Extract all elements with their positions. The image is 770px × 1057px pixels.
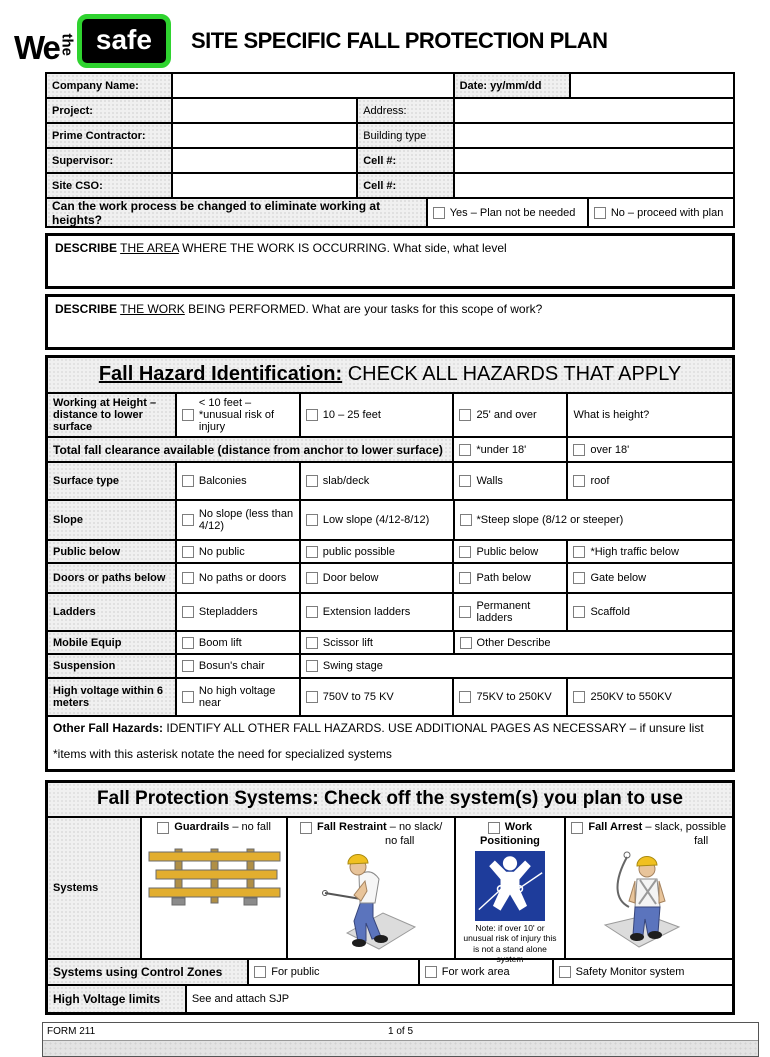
checkbox-icon[interactable]	[300, 822, 312, 834]
work-positioning-label2: Positioning	[480, 834, 540, 847]
work-positioning-label: Work	[504, 821, 533, 833]
checkbox-icon[interactable]	[254, 966, 266, 978]
table-row	[47, 149, 733, 174]
working-at-height-label: Working at Height – distance to lower surface	[48, 394, 177, 436]
option-label: For public	[271, 966, 320, 978]
option-label: roof	[590, 475, 610, 487]
option-label: Balconies	[198, 475, 247, 487]
date-label: Date: yy/mm/dd	[455, 74, 571, 97]
opt-roof[interactable]	[568, 463, 732, 499]
date-field[interactable]	[571, 74, 733, 97]
option-label: Permanent ladders	[476, 600, 531, 624]
option-label: No public	[198, 545, 245, 558]
checkbox-icon[interactable]	[306, 606, 318, 618]
opt-over-18[interactable]	[568, 438, 732, 461]
checkbox-icon[interactable]	[459, 572, 471, 584]
checkbox-icon[interactable]	[182, 660, 194, 672]
describe-area-box[interactable]	[45, 233, 735, 289]
systems-header: Fall Protection Systems: Check off the system(s) you plan to use	[48, 783, 732, 818]
logo-the-text: the	[58, 33, 76, 56]
opt-no-high-voltage[interactable]	[177, 679, 301, 715]
page-number: 1 of 5	[387, 1026, 414, 1037]
opt-no-public[interactable]	[177, 541, 301, 562]
ladders-label: Ladders	[48, 594, 177, 630]
fall-restraint-sublabel2: no fall	[385, 834, 415, 847]
checkbox-icon[interactable]	[306, 409, 318, 421]
checkbox-icon[interactable]	[182, 514, 194, 526]
opt-yes-plan-not-needed[interactable]	[428, 199, 589, 226]
fall-hazard-header	[48, 358, 732, 394]
option-label: 250KV to 550KV	[590, 691, 672, 703]
slope-row	[48, 501, 732, 541]
table-row	[47, 124, 733, 149]
supervisor-label: Supervisor:	[47, 149, 173, 172]
mobile-equip-row	[48, 632, 732, 655]
option-label: < 10 feet – *unusual risk of injury	[198, 397, 275, 433]
opt-walls[interactable]	[454, 463, 568, 499]
eliminate-heights-question: Can the work process be changed to eliminate working at heights?	[47, 199, 428, 226]
option-label: Other Describe	[476, 636, 551, 649]
doors-paths-row	[48, 564, 732, 594]
systems-row	[48, 818, 732, 965]
prime-contractor-label: Prime Contractor:	[47, 124, 173, 147]
slope-label: Slope	[48, 501, 177, 539]
fall-restraint-label: Fall Restraint	[317, 821, 387, 833]
address-label: Address:	[358, 99, 454, 122]
footer-row	[43, 1023, 758, 1040]
opt-steep-slope[interactable]	[455, 501, 732, 539]
checkbox-icon[interactable]	[459, 444, 471, 456]
guardrails-label: Guardrails	[174, 821, 230, 833]
opt-fall-arrest[interactable]	[566, 818, 733, 958]
project-label: Project:	[47, 99, 173, 122]
opt-balconies[interactable]	[177, 463, 301, 499]
option-label: slab/deck	[322, 475, 370, 487]
option-label: public possible	[322, 545, 395, 558]
describe-work-rest: BEING PERFORMED. What are your tasks for this scope of work?	[188, 302, 543, 316]
checkbox-icon[interactable]	[459, 691, 471, 703]
table-row	[47, 174, 733, 199]
yes-option-label: Yes – Plan not be needed	[449, 206, 576, 219]
option-label: Swing stage	[322, 660, 383, 672]
form-number: FORM 211	[47, 1026, 96, 1037]
opt-permanent-ladders[interactable]	[454, 594, 568, 630]
checkbox-icon[interactable]	[488, 822, 500, 834]
opt-under-10-feet[interactable]	[177, 394, 301, 436]
header	[0, 0, 770, 72]
fall-clearance-label: Total fall clearance available (distance from anchor to lower surface)	[48, 438, 454, 461]
checkbox-icon[interactable]	[182, 546, 194, 558]
high-voltage-limits-row	[48, 986, 732, 1012]
site-cso-field[interactable]	[173, 174, 358, 197]
option-label: *High traffic below	[590, 545, 679, 558]
checkbox-icon[interactable]	[306, 514, 318, 526]
checkbox-icon[interactable]	[425, 966, 437, 978]
page-footer	[42, 1022, 759, 1057]
checkbox-icon[interactable]	[306, 660, 318, 672]
systems-label: Systems	[48, 818, 142, 958]
checkbox-icon[interactable]	[306, 546, 318, 558]
other-hazards-row[interactable]	[48, 717, 732, 769]
option-label: No paths or doors	[198, 572, 287, 584]
option-label: Stepladders	[198, 606, 258, 618]
option-label: Bosun's chair	[198, 660, 265, 672]
surface-type-row	[48, 463, 732, 501]
opt-10-25-feet[interactable]	[301, 394, 455, 436]
control-zones-label: Systems using Control Zones	[48, 960, 249, 984]
eliminate-heights-question-row	[47, 199, 733, 226]
opt-public-below[interactable]	[454, 541, 568, 562]
opt-guardrails[interactable]	[142, 818, 288, 958]
option-label: 75KV to 250KV	[476, 691, 552, 703]
opt-swing-stage[interactable]	[301, 655, 732, 677]
option-label: Low slope (4/12-8/12)	[322, 514, 430, 526]
opt-door-below[interactable]	[301, 564, 455, 592]
option-label: Scaffold	[590, 606, 631, 618]
control-zones-row	[48, 960, 732, 986]
opt-no-proceed-with-plan[interactable]	[589, 199, 733, 226]
we-the-safe-logo	[14, 14, 171, 68]
work-positioning-sign	[475, 851, 545, 921]
fall-hazard-table	[45, 355, 735, 772]
opt-for-work-area[interactable]	[420, 960, 554, 984]
checkbox-icon[interactable]	[157, 822, 169, 834]
checkbox-icon[interactable]	[182, 572, 194, 584]
describe-area-bold: DESCRIBE	[55, 241, 118, 255]
opt-safety-monitor-system[interactable]	[554, 960, 732, 984]
building-type-label: Building type	[358, 124, 454, 147]
opt-75kv-250kv[interactable]	[454, 679, 568, 715]
checkbox-icon[interactable]	[306, 637, 318, 649]
option-label: Door below	[322, 572, 379, 584]
describe-work-underline: THE WORK	[120, 302, 185, 316]
option-label: No high voltage near	[198, 685, 276, 709]
opt-scissor-lift[interactable]	[301, 632, 455, 653]
mobile-equip-label: Mobile Equip	[48, 632, 177, 653]
opt-public-possible[interactable]	[301, 541, 455, 562]
working-at-height-row	[48, 394, 732, 438]
fall-hazard-header-rest: CHECK ALL HAZARDS THAT APPLY	[347, 363, 682, 385]
company-info-table	[45, 72, 735, 228]
opt-bosuns-chair[interactable]	[177, 655, 301, 677]
opt-slab-deck[interactable]	[301, 463, 455, 499]
option-label: 25' and over	[476, 409, 537, 421]
footer-shaded-bar	[43, 1040, 758, 1056]
checkbox-icon[interactable]	[182, 606, 194, 618]
what-is-height-label: What is height?	[573, 409, 650, 421]
checkbox-icon[interactable]	[182, 691, 194, 703]
checkbox-icon[interactable]	[182, 637, 194, 649]
fall-clearance-row	[48, 438, 732, 463]
address-field[interactable]	[455, 99, 733, 122]
fall-restraint-image	[321, 849, 421, 955]
option-label: Walls	[476, 475, 503, 487]
option-label: Public below	[476, 545, 539, 558]
opt-path-below[interactable]	[454, 564, 568, 592]
doors-paths-label: Doors or paths below	[48, 564, 177, 592]
logo-we-text: We	[14, 29, 59, 66]
opt-low-slope[interactable]	[301, 501, 455, 539]
suspension-label: Suspension	[48, 655, 177, 677]
logo-safe-text: safe	[77, 14, 171, 68]
surface-type-label: Surface type	[48, 463, 177, 499]
ladders-row	[48, 594, 732, 632]
guardrails-image	[147, 845, 282, 909]
option-label: Safety Monitor system	[575, 966, 685, 978]
opt-other-describe[interactable]	[455, 632, 732, 653]
describe-area-rest: WHERE THE WORK IS OCCURRING. What side, what level	[182, 241, 507, 255]
opt-scaffold[interactable]	[568, 594, 732, 630]
fall-hazard-header-bold: Fall Hazard Identification:	[98, 363, 343, 385]
checkbox-icon[interactable]	[460, 637, 472, 649]
high-voltage-row	[48, 679, 732, 717]
option-label: 750V to 75 KV	[322, 691, 394, 703]
fall-arrest-label: Fall Arrest	[588, 821, 643, 833]
opt-extension-ladders[interactable]	[301, 594, 455, 630]
opt-25-and-over[interactable]	[454, 394, 568, 436]
company-name-field[interactable]	[173, 74, 454, 97]
opt-no-paths-or-doors[interactable]	[177, 564, 301, 592]
work-positioning-note: Note: if over 10' or unusual risk of injury this is not a stand alone system	[463, 922, 557, 965]
checkbox-icon[interactable]	[182, 409, 194, 421]
option-label: *under 18'	[476, 443, 527, 456]
fall-protection-systems-table	[45, 780, 735, 1015]
checkbox-icon[interactable]	[573, 572, 585, 584]
prime-contractor-field[interactable]	[173, 124, 358, 147]
checkbox-icon[interactable]	[459, 606, 471, 618]
describe-area-underline: THE AREA	[120, 241, 179, 255]
page-title: SITE SPECIFIC FALL PROTECTION PLAN	[190, 28, 608, 53]
checkbox-icon[interactable]	[182, 475, 194, 487]
describe-work-box[interactable]	[45, 294, 735, 350]
option-label: over 18'	[590, 443, 630, 456]
opt-250kv-550kv[interactable]	[568, 679, 732, 715]
checkbox-icon[interactable]	[306, 572, 318, 584]
asterisk-note: *items with this asterisk notate the need for specialized systems	[53, 747, 392, 761]
checkbox-icon[interactable]	[571, 822, 583, 834]
fall-restraint-sublabel: – no slack/	[389, 821, 443, 833]
what-is-height-field[interactable]	[568, 394, 732, 436]
opt-high-traffic-below[interactable]	[568, 541, 732, 562]
checkbox-icon[interactable]	[573, 691, 585, 703]
option-label: Extension ladders	[322, 606, 411, 618]
supervisor-cell-field[interactable]	[455, 149, 733, 172]
option-label: For work area	[441, 966, 510, 978]
high-voltage-limits-value: See and attach SJP	[191, 993, 290, 1005]
checkbox-icon[interactable]	[573, 475, 585, 487]
checkbox-icon[interactable]	[460, 514, 472, 526]
fall-arrest-sublabel: – slack, possible	[645, 821, 727, 833]
checkbox-icon[interactable]	[573, 546, 585, 558]
option-label: Gate below	[590, 572, 647, 584]
public-below-label: Public below	[48, 541, 177, 562]
guardrails-sublabel: – no fall	[232, 821, 271, 833]
option-label: *Steep slope (8/12 or steeper)	[476, 514, 624, 526]
company-name-label: Company Name:	[47, 74, 173, 97]
checkbox-icon[interactable]	[573, 444, 585, 456]
opt-under-18[interactable]	[454, 438, 568, 461]
site-cso-label: Site CSO:	[47, 174, 173, 197]
opt-fall-restraint[interactable]	[288, 818, 457, 958]
no-option-label: No – proceed with plan	[610, 206, 724, 219]
option-label: Boom lift	[198, 636, 242, 649]
option-label: 10 – 25 feet	[322, 409, 381, 421]
option-label: Scissor lift	[322, 636, 373, 649]
project-field[interactable]	[173, 99, 358, 122]
high-voltage-label: High voltage within 6 meters	[48, 679, 177, 715]
checkbox-icon[interactable]	[594, 207, 606, 219]
describe-work-bold: DESCRIBE	[55, 302, 118, 316]
checkbox-icon[interactable]	[459, 546, 471, 558]
checkbox-icon[interactable]	[459, 409, 471, 421]
high-voltage-limits-label: High Voltage limits	[48, 986, 187, 1012]
opt-for-public[interactable]	[249, 960, 420, 984]
opt-stepladders[interactable]	[177, 594, 301, 630]
supervisor-cell-label: Cell #:	[358, 149, 454, 172]
other-hazards-bold: Other Fall Hazards:	[53, 721, 164, 735]
opt-work-positioning[interactable]	[456, 818, 565, 965]
building-type-field[interactable]	[455, 124, 733, 147]
checkbox-icon[interactable]	[433, 207, 445, 219]
checkbox-icon[interactable]	[459, 475, 471, 487]
option-label: No slope (less than 4/12)	[198, 508, 294, 532]
table-row	[47, 99, 733, 124]
checkbox-icon[interactable]	[306, 691, 318, 703]
opt-gate-below[interactable]	[568, 564, 732, 592]
public-below-row	[48, 541, 732, 564]
table-row	[47, 74, 733, 99]
fall-arrest-sublabel2: fall	[694, 834, 709, 847]
checkbox-icon[interactable]	[573, 606, 585, 618]
other-hazards-rest: IDENTIFY ALL OTHER FALL HAZARDS. USE ADDITIONAL PAGES AS NECESSARY – if unsure list	[166, 721, 704, 735]
suspension-row	[48, 655, 732, 679]
supervisor-field[interactable]	[173, 149, 358, 172]
opt-boom-lift[interactable]	[177, 632, 301, 653]
other-hazards-cell[interactable]	[48, 717, 732, 769]
opt-750v-75kv[interactable]	[301, 679, 455, 715]
fall-arrest-image	[599, 849, 699, 953]
checkbox-icon[interactable]	[306, 475, 318, 487]
cso-cell-label: Cell #:	[358, 174, 454, 197]
option-label: Path below	[476, 572, 531, 584]
opt-no-slope[interactable]	[177, 501, 301, 539]
cso-cell-field[interactable]	[455, 174, 733, 197]
checkbox-icon[interactable]	[559, 966, 571, 978]
